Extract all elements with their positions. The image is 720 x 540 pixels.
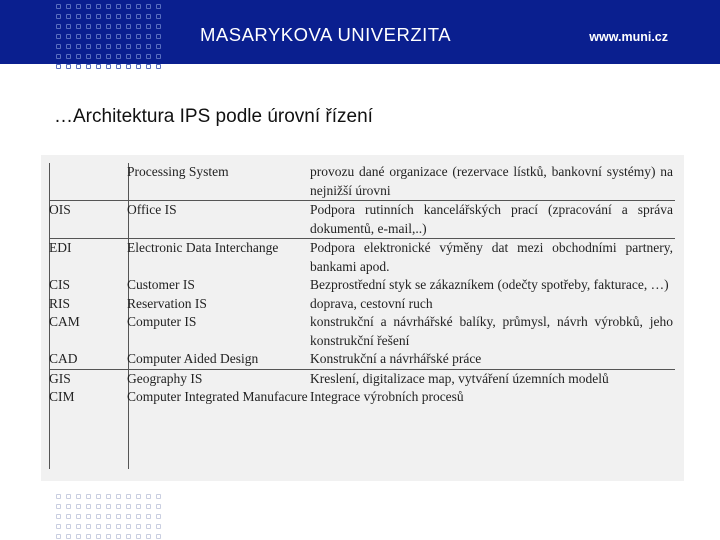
pattern-dot [136, 34, 141, 39]
pattern-dot [136, 44, 141, 49]
pattern-dot [56, 514, 61, 519]
pattern-dot [126, 54, 131, 59]
pattern-dot [106, 504, 111, 509]
pattern-dot [146, 534, 151, 539]
pattern-dot [106, 24, 111, 29]
pattern-dot [156, 504, 161, 509]
pattern-dot [116, 534, 121, 539]
pattern-dot [86, 524, 91, 529]
pattern-dot [126, 64, 131, 69]
row-system-name: Computer Aided Design [127, 350, 310, 369]
row-description: doprava, cestovní ruch [310, 295, 433, 311]
pattern-dot [56, 524, 61, 529]
table-row [49, 163, 675, 201]
pattern-dot [86, 54, 91, 59]
pattern-dot [116, 64, 121, 69]
pattern-dot [76, 534, 81, 539]
pattern-dot [146, 44, 151, 49]
pattern-dot [86, 24, 91, 29]
pattern-dot [156, 24, 161, 29]
pattern-dot [146, 4, 151, 9]
table-row [49, 369, 675, 388]
pattern-dot [76, 24, 81, 29]
row-abbreviation: CAM [49, 314, 80, 329]
pattern-dot [116, 4, 121, 9]
pattern-dot [126, 24, 131, 29]
pattern-dot [106, 494, 111, 499]
pattern-dot [136, 14, 141, 19]
table-row [49, 350, 675, 369]
header-bar [0, 0, 720, 64]
pattern-dot [156, 64, 161, 69]
pattern-dot [76, 44, 81, 49]
pattern-dot [146, 34, 151, 39]
pattern-dot [96, 14, 101, 19]
pattern-dot [116, 34, 121, 39]
pattern-dot [136, 4, 141, 9]
pattern-dot [136, 494, 141, 499]
pattern-dot [146, 524, 151, 529]
pattern-dot [96, 64, 101, 69]
pattern-dot [56, 24, 61, 29]
pattern-dot [76, 54, 81, 59]
pattern-dot [66, 54, 71, 59]
pattern-dot [106, 14, 111, 19]
pattern-dot [76, 504, 81, 509]
pattern-dot [126, 504, 131, 509]
pattern-dot [66, 34, 71, 39]
pattern-dot [76, 64, 81, 69]
pattern-dot [106, 514, 111, 519]
pattern-dot [66, 64, 71, 69]
pattern-dot [76, 14, 81, 19]
row-system-name: Geography IS [127, 370, 203, 386]
pattern-dot [86, 494, 91, 499]
pattern-dot [106, 524, 111, 529]
row-system-name: Customer IS [127, 277, 195, 292]
pattern-dot [66, 534, 71, 539]
pattern-dot [76, 4, 81, 9]
pattern-dot [136, 64, 141, 69]
pattern-dot [56, 34, 61, 39]
pattern-dot [66, 524, 71, 529]
row-description: Integrace výrobních procesů [310, 389, 464, 404]
row-description: Kreslení, digitalizace map, vytváření územních modelů [310, 370, 609, 386]
row-abbreviation: RIS [49, 295, 71, 311]
pattern-dot [86, 14, 91, 19]
row-system-name: Office IS [127, 201, 310, 239]
pattern-dot [136, 504, 141, 509]
table-row [49, 276, 675, 295]
pattern-dot [76, 34, 81, 39]
pattern-dot [156, 534, 161, 539]
row-abbreviation [49, 163, 127, 201]
table-row [49, 388, 675, 407]
pattern-dot [126, 524, 131, 529]
table-row [49, 239, 675, 277]
row-description: Bezprostřední styk se zákazníkem (odečty spotřeby, fakturace, …) [310, 277, 669, 292]
pattern-dot [156, 54, 161, 59]
pattern-dot [66, 514, 71, 519]
pattern-dot [116, 24, 121, 29]
row-abbreviation: CAD [49, 350, 127, 369]
pattern-dot [106, 4, 111, 9]
table-row [49, 295, 675, 314]
pattern-dot [96, 34, 101, 39]
pattern-dot [66, 44, 71, 49]
pattern-dot [106, 54, 111, 59]
pattern-dot [96, 534, 101, 539]
pattern-dot [56, 4, 61, 9]
pattern-dot [86, 514, 91, 519]
pattern-dot [116, 54, 121, 59]
row-system-name: Reservation IS [127, 295, 207, 311]
pattern-dot [126, 4, 131, 9]
pattern-dot [146, 64, 151, 69]
pattern-dot [126, 494, 131, 499]
pattern-dot [146, 24, 151, 29]
pattern-dot [106, 534, 111, 539]
pattern-dot [66, 4, 71, 9]
pattern-dot [96, 494, 101, 499]
pattern-dot [106, 34, 111, 39]
pattern-dot [126, 34, 131, 39]
row-system-name: Computer IS [127, 314, 197, 329]
pattern-dot [86, 504, 91, 509]
pattern-dot [96, 54, 101, 59]
pattern-dot [66, 494, 71, 499]
pattern-dot [136, 54, 141, 59]
row-abbreviation: CIM [49, 389, 75, 404]
row-description: Podpora rutinních kancelářských prací (zpracování a správa dokumentů, e-mail,..) [310, 201, 675, 239]
pattern-dot [66, 504, 71, 509]
pattern-dot [106, 44, 111, 49]
row-system-name: Processing System [127, 163, 310, 201]
pattern-dot [146, 14, 151, 19]
pattern-dot [116, 504, 121, 509]
pattern-dot [76, 494, 81, 499]
pattern-dot [136, 514, 141, 519]
pattern-dot [116, 14, 121, 19]
row-abbreviation: CIS [49, 277, 71, 292]
pattern-dot [86, 64, 91, 69]
pattern-dot [156, 14, 161, 19]
pattern-dot [96, 4, 101, 9]
pattern-dot [136, 524, 141, 529]
pattern-dot [66, 14, 71, 19]
row-system-name: Electronic Data Interchange [127, 240, 279, 255]
pattern-dot [156, 524, 161, 529]
row-description: provozu dané organizace (rezervace lístků, bankovní systémy) na nejnižší úrovni [310, 163, 675, 201]
pattern-dot [86, 44, 91, 49]
table-image [41, 155, 684, 481]
pattern-dot [106, 64, 111, 69]
pattern-dot [156, 4, 161, 9]
pattern-dot [146, 54, 151, 59]
row-description: konstrukční a návrhářské balíky, průmysl, návrh výrobků, jeho konstrukční řešení [310, 314, 673, 348]
pattern-dot [56, 64, 61, 69]
pattern-dot [56, 44, 61, 49]
pattern-dot [146, 494, 151, 499]
pattern-dot [96, 504, 101, 509]
pattern-dot [126, 14, 131, 19]
row-description: Podpora elektronické výměny dat mezi obchodními partnery, bankami apod. [310, 240, 673, 274]
row-abbreviation: OIS [49, 201, 127, 239]
pattern-dot [56, 14, 61, 19]
pattern-dot [126, 514, 131, 519]
pattern-dot [96, 24, 101, 29]
pattern-dot [146, 514, 151, 519]
footer-dot-pattern [56, 494, 176, 540]
ips-architecture-table [49, 163, 675, 407]
pattern-dot [56, 504, 61, 509]
pattern-dot [86, 534, 91, 539]
slide-title: …Architektura IPS podle úrovní řízení [54, 106, 373, 127]
pattern-dot [116, 44, 121, 49]
pattern-dot [96, 524, 101, 529]
pattern-dot [156, 44, 161, 49]
pattern-dot [56, 534, 61, 539]
pattern-dot [156, 514, 161, 519]
university-name: MASARYKOVA UNIVERZITA [200, 24, 452, 45]
pattern-dot [96, 514, 101, 519]
pattern-dot [126, 44, 131, 49]
pattern-dot [56, 494, 61, 499]
pattern-dot [116, 524, 121, 529]
pattern-dot [126, 534, 131, 539]
pattern-dot [56, 54, 61, 59]
header-dot-pattern [56, 4, 166, 78]
row-abbreviation: GIS [49, 370, 71, 386]
pattern-dot [136, 534, 141, 539]
pattern-dot [116, 494, 121, 499]
table-row [49, 313, 675, 350]
pattern-dot [146, 504, 151, 509]
pattern-dot [76, 514, 81, 519]
row-system-name: Computer Integrated Manufacure [127, 389, 308, 404]
pattern-dot [136, 24, 141, 29]
pattern-dot [86, 4, 91, 9]
university-url: www.muni.cz [589, 30, 668, 44]
pattern-dot [156, 494, 161, 499]
pattern-dot [76, 524, 81, 529]
pattern-dot [96, 44, 101, 49]
row-description: Konstrukční a návrhářské práce [310, 350, 675, 369]
pattern-dot [116, 514, 121, 519]
row-abbreviation: EDI [49, 240, 72, 255]
pattern-dot [156, 34, 161, 39]
pattern-dot [86, 34, 91, 39]
table-row [49, 201, 675, 239]
pattern-dot [66, 24, 71, 29]
